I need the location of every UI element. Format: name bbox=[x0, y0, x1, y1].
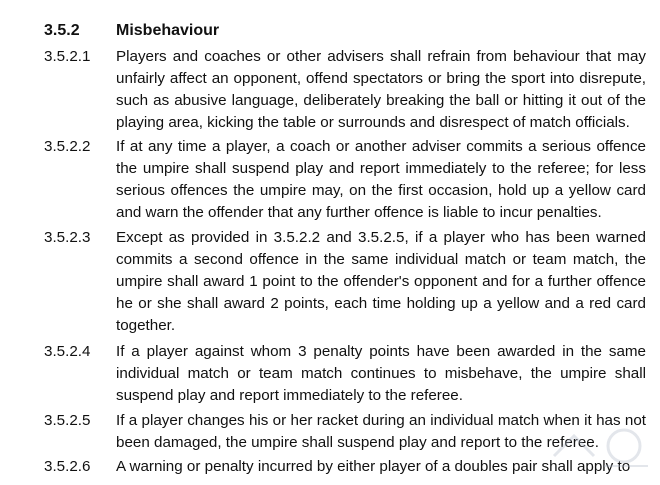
section-number: 3.5.2 bbox=[44, 22, 80, 39]
clause-3-5-2-1 bbox=[44, 46, 646, 134]
clause-3-5-2-4 bbox=[44, 341, 646, 407]
clause-number: 3.5.2.6 bbox=[44, 458, 91, 475]
section-title: Misbehaviour bbox=[116, 22, 220, 39]
clause-3-5-2-2 bbox=[44, 136, 646, 224]
clause-text: If at any time a player, a coach or another adviser commits a serious offence the umpire shall suspend play and report immediately to the referee; for less serious offences the umpire may, on the first occasion, hold up a yellow card and warn the offender that any further offence is liable to incur penalties. bbox=[116, 138, 646, 221]
clause-number: 3.5.2.3 bbox=[44, 229, 91, 246]
watermark-logo-icon bbox=[544, 422, 654, 474]
clause-number: 3.5.2.4 bbox=[44, 343, 91, 360]
clause-text: Except as provided in 3.5.2.2 and 3.5.2.5, if a player who has been warned commits a second offence in the same individual match or team match, the umpire shall award 1 point to the offender's opponent and for a further offence he or she shall award 2 points, each time holding up a yellow and a red card together. bbox=[116, 229, 646, 334]
clause-text: Players and coaches or other advisers shall refrain from behaviour that may unfairly affect an opponent, offend spectators or bring the sport into disrepute, such as abusive language, deliberately breaking the ball or hitting it out of the playing area, kicking the table or surrounds and disrespect of match officials. bbox=[116, 48, 646, 131]
clause-3-5-2-3 bbox=[44, 227, 646, 337]
clause-text: If a player against whom 3 penalty points have been awarded in the same individual match or team match continues to misbehave, the umpire shall suspend play and report immediately to the referee. bbox=[116, 343, 646, 404]
clause-text: A warning or penalty incurred by either player of a doubles pair shall apply to bbox=[116, 458, 631, 475]
clause-number: 3.5.2.2 bbox=[44, 138, 91, 155]
clause-text: If a player changes his or her racket during an individual match when it has not been damaged, the umpire shall suspend play and report to the referee. bbox=[116, 412, 646, 451]
clause-number: 3.5.2.5 bbox=[44, 412, 91, 429]
clause-number: 3.5.2.1 bbox=[44, 48, 91, 65]
